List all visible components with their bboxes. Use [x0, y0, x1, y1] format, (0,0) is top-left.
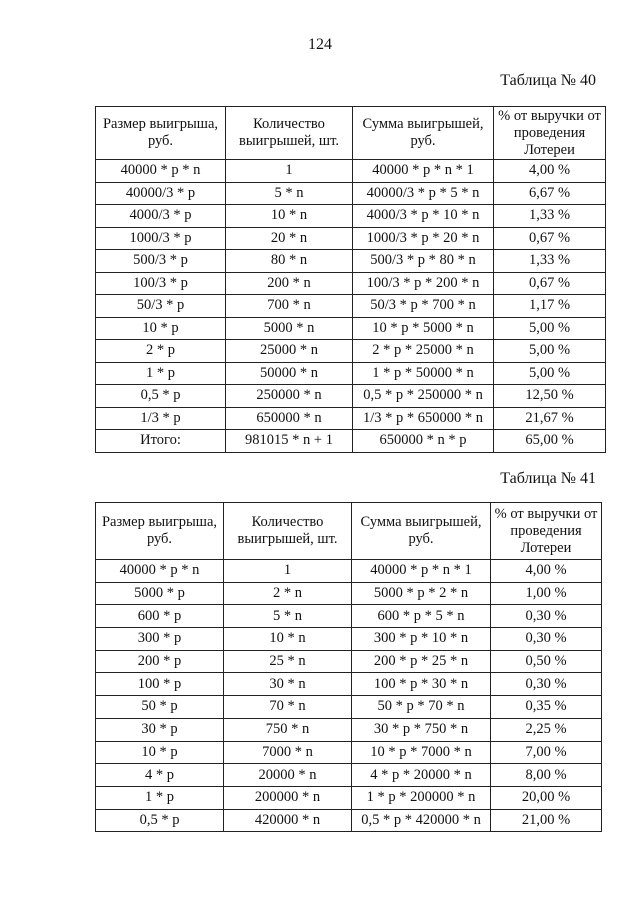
- cell-revenue-percent: 4,00 %: [494, 160, 606, 183]
- header-prize-size: Размер выигрыша, руб.: [96, 107, 226, 160]
- table-row: [96, 741, 602, 764]
- table-row: [96, 560, 602, 583]
- cell-prize-sum: 4000/3 * p * 10 * n: [353, 205, 494, 228]
- cell-prize-count: 20000 * n: [224, 764, 352, 787]
- header-revenue-percent: % от выручки от проведения Лотереи: [491, 503, 602, 560]
- table-row: [96, 696, 602, 719]
- cell-prize-size: 1000/3 * p: [96, 227, 226, 250]
- table-row: [96, 272, 606, 295]
- cell-prize-count: 80 * n: [226, 250, 353, 273]
- cell-prize-count: 1: [226, 160, 353, 183]
- cell-prize-count: 981015 * n + 1: [226, 430, 353, 453]
- cell-revenue-percent: 0,50 %: [491, 650, 602, 673]
- cell-prize-sum: 300 * p * 10 * n: [352, 628, 491, 651]
- cell-prize-size: 600 * p: [96, 605, 224, 628]
- cell-prize-size: 4000/3 * p: [96, 205, 226, 228]
- cell-prize-size: 40000/3 * p: [96, 182, 226, 205]
- cell-prize-sum: 40000 * p * n * 1: [352, 560, 491, 583]
- cell-revenue-percent: 21,00 %: [491, 809, 602, 832]
- cell-revenue-percent: 1,33 %: [494, 250, 606, 273]
- cell-prize-count: 2 * n: [224, 582, 352, 605]
- cell-prize-sum: 40000/3 * p * 5 * n: [353, 182, 494, 205]
- table-row: [96, 605, 602, 628]
- cell-prize-count: 750 * n: [224, 718, 352, 741]
- table-row: [96, 160, 606, 183]
- cell-prize-count: 250000 * n: [226, 385, 353, 408]
- cell-revenue-percent: 65,00 %: [494, 430, 606, 453]
- cell-prize-size: 0,5 * p: [96, 809, 224, 832]
- cell-prize-sum: 600 * p * 5 * n: [352, 605, 491, 628]
- cell-prize-size: 10 * p: [96, 317, 226, 340]
- cell-prize-size: 200 * p: [96, 650, 224, 673]
- header-revenue-percent: % от выручки от проведения Лотереи: [494, 107, 606, 160]
- cell-prize-size: 5000 * p: [96, 582, 224, 605]
- cell-prize-sum: 2 * p * 25000 * n: [353, 340, 494, 363]
- cell-revenue-percent: 20,00 %: [491, 786, 602, 809]
- cell-prize-count: 30 * n: [224, 673, 352, 696]
- cell-revenue-percent: 8,00 %: [491, 764, 602, 787]
- cell-revenue-percent: 5,00 %: [494, 340, 606, 363]
- cell-prize-count: 25 * n: [224, 650, 352, 673]
- header-prize-sum: Сумма выигрышей, руб.: [353, 107, 494, 160]
- table-row: [96, 673, 602, 696]
- table-40-caption: Таблица № 40: [500, 72, 596, 89]
- cell-revenue-percent: 0,67 %: [494, 227, 606, 250]
- cell-revenue-percent: 0,67 %: [494, 272, 606, 295]
- cell-prize-count: 650000 * n: [226, 407, 353, 430]
- table-row: [96, 582, 602, 605]
- cell-prize-sum: 1 * p * 200000 * n: [352, 786, 491, 809]
- cell-prize-sum: 50 * p * 70 * n: [352, 696, 491, 719]
- table-row: [96, 407, 606, 430]
- cell-prize-count: 700 * n: [226, 295, 353, 318]
- table-header-row: [96, 503, 602, 560]
- table-row: [96, 340, 606, 363]
- cell-prize-count: 50000 * n: [226, 362, 353, 385]
- table-row: [96, 786, 602, 809]
- table-row: [96, 628, 602, 651]
- table-row: [96, 182, 606, 205]
- prize-table-40: [95, 106, 606, 453]
- header-prize-size: Размер выигрыша, руб.: [96, 503, 224, 560]
- cell-prize-sum: 100/3 * p * 200 * n: [353, 272, 494, 295]
- cell-prize-sum: 40000 * p * n * 1: [353, 160, 494, 183]
- cell-revenue-percent: 21,67 %: [494, 407, 606, 430]
- cell-prize-sum: 4 * p * 20000 * n: [352, 764, 491, 787]
- cell-prize-size: 50 * p: [96, 696, 224, 719]
- cell-revenue-percent: 12,50 %: [494, 385, 606, 408]
- cell-prize-count: 5 * n: [224, 605, 352, 628]
- table-row: [96, 295, 606, 318]
- cell-prize-sum: 100 * p * 30 * n: [352, 673, 491, 696]
- header-prize-count: Количество выигрышей, шт.: [226, 107, 353, 160]
- cell-revenue-percent: 1,00 %: [491, 582, 602, 605]
- cell-prize-sum: 1000/3 * p * 20 * n: [353, 227, 494, 250]
- cell-prize-count: 10 * n: [224, 628, 352, 651]
- cell-prize-sum: 50/3 * p * 700 * n: [353, 295, 494, 318]
- table-41-caption: Таблица № 41: [500, 470, 596, 487]
- cell-prize-size: 100/3 * p: [96, 272, 226, 295]
- table-header-row: [96, 107, 606, 160]
- cell-prize-size: 100 * p: [96, 673, 224, 696]
- cell-prize-sum: 10 * p * 7000 * n: [352, 741, 491, 764]
- cell-revenue-percent: 6,67 %: [494, 182, 606, 205]
- cell-revenue-percent: 1,33 %: [494, 205, 606, 228]
- cell-revenue-percent: 0,30 %: [491, 605, 602, 628]
- cell-revenue-percent: 5,00 %: [494, 362, 606, 385]
- cell-prize-count: 1: [224, 560, 352, 583]
- cell-prize-sum: 30 * p * 750 * n: [352, 718, 491, 741]
- table-row: [96, 205, 606, 228]
- table-row: [96, 809, 602, 832]
- table-row: [96, 250, 606, 273]
- table-row: [96, 430, 606, 453]
- cell-prize-size: 4 * p: [96, 764, 224, 787]
- cell-revenue-percent: 0,30 %: [491, 628, 602, 651]
- cell-prize-size: 1 * p: [96, 362, 226, 385]
- cell-prize-sum: 10 * p * 5000 * n: [353, 317, 494, 340]
- table-row: [96, 317, 606, 340]
- cell-prize-count: 7000 * n: [224, 741, 352, 764]
- cell-prize-size: 0,5 * p: [96, 385, 226, 408]
- header-prize-sum: Сумма выигрышей, руб.: [352, 503, 491, 560]
- cell-prize-sum: 1 * p * 50000 * n: [353, 362, 494, 385]
- table-row: [96, 227, 606, 250]
- header-prize-count: Количество выигрышей, шт.: [224, 503, 352, 560]
- table-row: [96, 385, 606, 408]
- cell-prize-size: 300 * p: [96, 628, 224, 651]
- cell-prize-size: 1 * p: [96, 786, 224, 809]
- cell-prize-size: 500/3 * p: [96, 250, 226, 273]
- cell-prize-sum: 650000 * n * p: [353, 430, 494, 453]
- cell-prize-size: 50/3 * p: [96, 295, 226, 318]
- cell-prize-sum: 0,5 * p * 250000 * n: [353, 385, 494, 408]
- page-number: 124: [308, 36, 332, 53]
- cell-revenue-percent: 5,00 %: [494, 317, 606, 340]
- cell-prize-sum: 5000 * p * 2 * n: [352, 582, 491, 605]
- cell-revenue-percent: 0,35 %: [491, 696, 602, 719]
- cell-prize-size: 2 * p: [96, 340, 226, 363]
- cell-prize-size: Итого:: [96, 430, 226, 453]
- prize-table-41: [95, 502, 602, 832]
- table-row: [96, 764, 602, 787]
- cell-revenue-percent: 7,00 %: [491, 741, 602, 764]
- cell-revenue-percent: 2,25 %: [491, 718, 602, 741]
- cell-prize-size: 1/3 * p: [96, 407, 226, 430]
- table-row: [96, 362, 606, 385]
- cell-prize-count: 70 * n: [224, 696, 352, 719]
- cell-prize-count: 420000 * n: [224, 809, 352, 832]
- cell-prize-count: 5000 * n: [226, 317, 353, 340]
- cell-prize-count: 5 * n: [226, 182, 353, 205]
- cell-revenue-percent: 0,30 %: [491, 673, 602, 696]
- cell-prize-sum: 500/3 * p * 80 * n: [353, 250, 494, 273]
- cell-revenue-percent: 4,00 %: [491, 560, 602, 583]
- cell-prize-size: 40000 * p * n: [96, 560, 224, 583]
- cell-revenue-percent: 1,17 %: [494, 295, 606, 318]
- cell-prize-sum: 200 * p * 25 * n: [352, 650, 491, 673]
- cell-prize-count: 20 * n: [226, 227, 353, 250]
- cell-prize-count: 200000 * n: [224, 786, 352, 809]
- cell-prize-size: 30 * p: [96, 718, 224, 741]
- cell-prize-sum: 0,5 * p * 420000 * n: [352, 809, 491, 832]
- cell-prize-sum: 1/3 * p * 650000 * n: [353, 407, 494, 430]
- cell-prize-count: 10 * n: [226, 205, 353, 228]
- table-row: [96, 650, 602, 673]
- cell-prize-count: 200 * n: [226, 272, 353, 295]
- cell-prize-count: 25000 * n: [226, 340, 353, 363]
- cell-prize-size: 10 * p: [96, 741, 224, 764]
- cell-prize-size: 40000 * p * n: [96, 160, 226, 183]
- table-row: [96, 718, 602, 741]
